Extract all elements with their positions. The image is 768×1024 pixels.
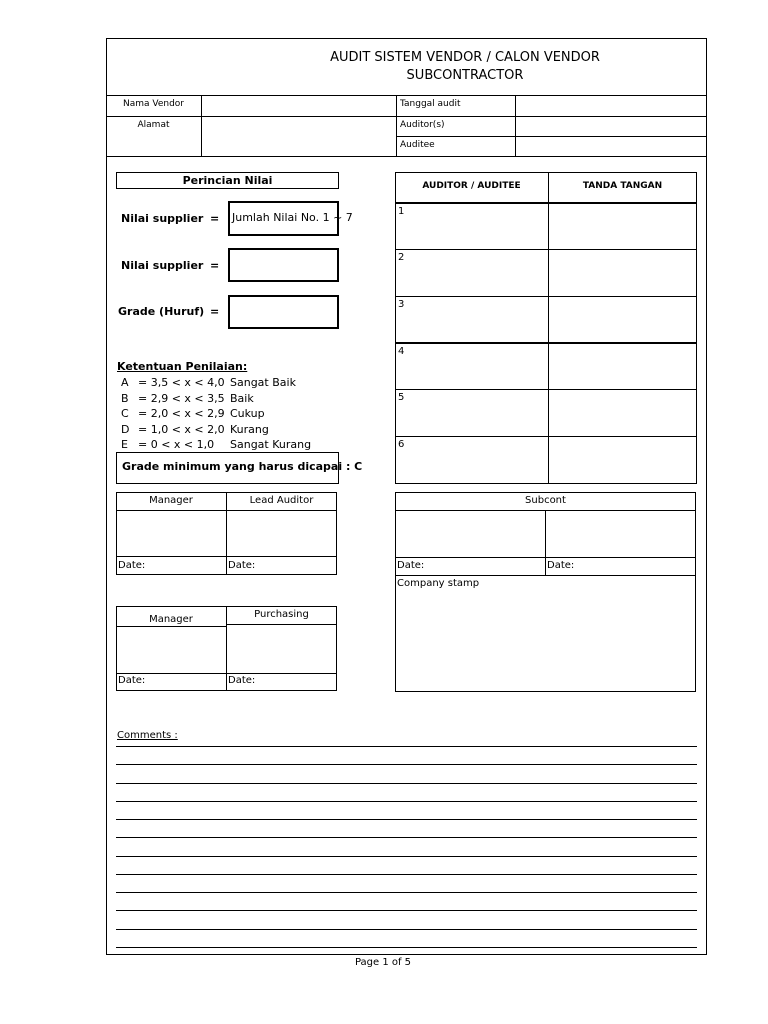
- subcont-date-top-line: [395, 557, 696, 558]
- approval-1-header-line: [116, 510, 337, 511]
- signature-row-line: [395, 436, 697, 437]
- signature-row-number: 4: [398, 346, 405, 357]
- grade-huruf-label: Grade (Huruf): [118, 305, 205, 318]
- comment-line: [116, 819, 697, 837]
- signature-row-line: [395, 342, 697, 344]
- info-vline-1: [201, 95, 202, 156]
- grade-letter: E: [121, 438, 128, 451]
- approval-1-manager: Manager: [149, 495, 193, 506]
- comment-line: [116, 929, 697, 947]
- info-vline-3: [515, 95, 516, 156]
- signature-row-number: 3: [398, 299, 405, 310]
- grade-desc: Sangat Baik: [230, 376, 296, 389]
- comments-label: Comments :: [117, 730, 178, 741]
- comment-line: [116, 910, 697, 928]
- approval-2-header-line-left: [116, 626, 226, 627]
- equals-sign: =: [210, 259, 220, 272]
- comment-line: [116, 892, 697, 910]
- col-tanda-tangan: TANDA TANGAN: [582, 181, 663, 191]
- subcont-date-left: Date:: [397, 560, 425, 571]
- grade-huruf-field[interactable]: [228, 295, 339, 329]
- subcont-title: Subcont: [525, 495, 566, 506]
- subcont-date-bottom-line: [395, 575, 696, 576]
- approval-1-lead-auditor: Lead Auditor: [249, 495, 314, 506]
- info-bottom-line: [106, 156, 707, 157]
- grade-minimum-box: Grade minimum yang harus dicapai : C: [116, 452, 339, 484]
- grade-range: = 1,0 < x < 2,0: [138, 422, 225, 436]
- comment-line: [116, 801, 697, 819]
- comment-line: [116, 947, 697, 949]
- grade-letter: D: [121, 422, 130, 436]
- title-line-1: AUDIT SISTEM VENDOR / CALON VENDOR: [330, 50, 600, 65]
- signature-row-line: [395, 296, 697, 297]
- approval-2-manager: Manager: [149, 614, 193, 625]
- approval-2-date-line: [116, 673, 337, 674]
- comment-line: [116, 783, 697, 801]
- signature-row-number: 1: [398, 206, 405, 217]
- signature-row-line: [395, 389, 697, 390]
- ketentuan-heading: Ketentuan Penilaian:: [117, 360, 248, 373]
- grade-desc: Kurang: [230, 422, 269, 436]
- nilai-supplier-label: Nilai supplier: [121, 212, 204, 225]
- info-vline-2: [396, 95, 397, 156]
- approval-2-date-right: Date:: [228, 675, 256, 686]
- comment-line: [116, 856, 697, 874]
- approval-1-date-line: [116, 556, 337, 557]
- equals-sign: =: [210, 305, 220, 318]
- label-alamat: Alamat: [137, 120, 170, 130]
- grade-letter: A: [121, 376, 129, 389]
- grade-desc: Sangat Kurang: [230, 438, 312, 451]
- label-auditors: Auditor(s): [400, 120, 445, 130]
- perincian-nilai-heading: Perincian Nilai: [116, 172, 339, 189]
- info-line-3: [396, 136, 707, 137]
- page-number: Page 1 of 5: [354, 957, 412, 968]
- label-tanggal-audit: Tanggal audit: [400, 99, 461, 109]
- nilai-supplier-field[interactable]: Jumlah Nilai No. 1 ~ 7: [228, 201, 339, 236]
- subcont-date-right: Date:: [547, 560, 575, 571]
- title-line-2: SUBCONTRACTOR: [406, 68, 524, 83]
- grade-range: = 0 < x < 1,0: [138, 438, 215, 451]
- grade-desc: Cukup: [230, 407, 265, 420]
- nilai-supplier-label-2: Nilai supplier: [121, 259, 204, 272]
- approval-2-purchasing: Purchasing: [254, 609, 309, 620]
- comment-lines: [116, 746, 697, 949]
- grade-range: = 2,0 < x < 2,9: [138, 407, 225, 420]
- signature-row-line: [395, 249, 697, 250]
- signature-col-divider: [548, 172, 549, 484]
- signature-row-number: 6: [398, 439, 405, 450]
- approval-1-date-left: Date:: [118, 560, 146, 571]
- comment-line: [116, 837, 697, 855]
- grade-letter: C: [121, 407, 129, 420]
- approval-2-header-line-right: [226, 624, 337, 625]
- info-line-2: [106, 116, 707, 117]
- comment-line: [116, 764, 697, 782]
- subcont-divider: [545, 510, 546, 576]
- signature-row-number: 5: [398, 392, 405, 403]
- approval-1-date-right: Date:: [228, 560, 256, 571]
- approval-2-date-left: Date:: [118, 675, 146, 686]
- signature-row-number: 2: [398, 252, 405, 263]
- grade-range: = 3,5 < x < 4,0: [138, 376, 225, 389]
- signature-table: [395, 172, 697, 484]
- equals-sign: =: [210, 212, 220, 225]
- grade-letter: B: [121, 391, 129, 405]
- label-nama-vendor: Nama Vendor: [122, 99, 184, 109]
- form-title: [300, 49, 630, 85]
- company-stamp-label: Company stamp: [397, 578, 480, 589]
- col-auditor-auditee: AUDITOR / AUDITEE: [422, 181, 521, 191]
- comment-line: [116, 746, 697, 764]
- info-top-line: [106, 95, 707, 96]
- nilai-supplier-field-2[interactable]: [228, 248, 339, 282]
- comment-line: [116, 874, 697, 892]
- label-auditee: Auditee: [400, 140, 435, 150]
- grade-desc: Baik: [230, 391, 254, 405]
- signature-header-line: [395, 202, 697, 204]
- grade-range: = 2,9 < x < 3,5: [138, 391, 225, 405]
